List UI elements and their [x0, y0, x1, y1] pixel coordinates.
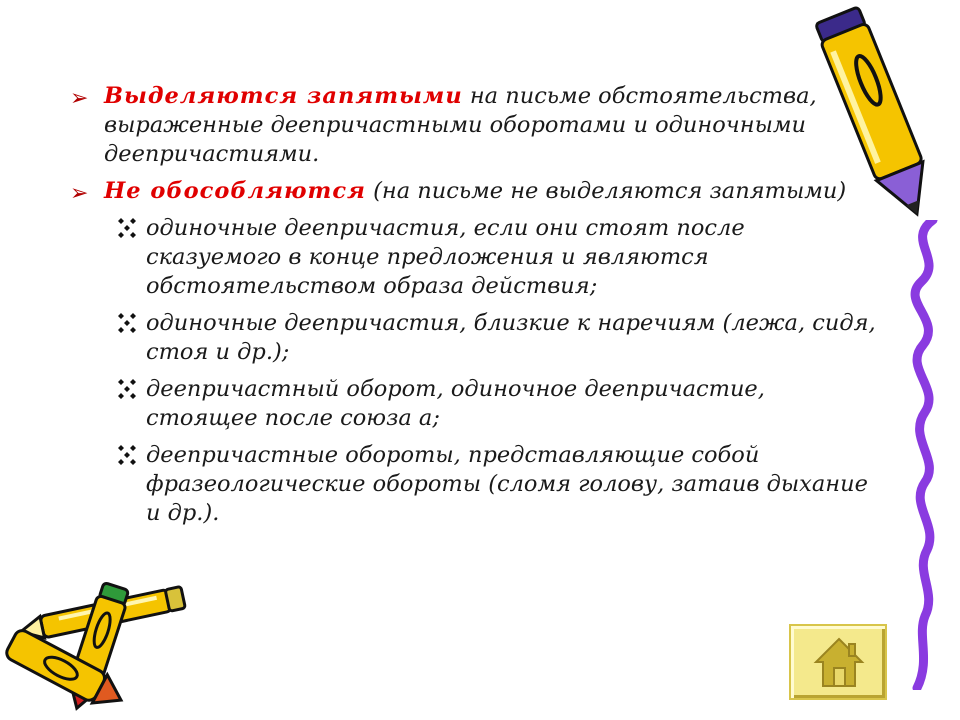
arrow-bullet-icon: ➢: [70, 86, 89, 111]
bullet-item-2: [70, 177, 880, 206]
bullet-item-1: [70, 82, 880, 169]
diamond-bullet-icon: [116, 217, 138, 239]
diamond-bullet-icon: [116, 312, 138, 334]
sub-item-text: деепричастный оборот, одиночное деепричастие, стоящее после союза а;: [146, 376, 765, 431]
sub-item-4: [70, 441, 880, 528]
diamond-bullet-icon: [116, 444, 138, 466]
pencils-icon: [0, 580, 200, 715]
decorative-squiggle: [895, 220, 955, 690]
highlight-text: Выделяются запятыми: [104, 83, 463, 109]
sub-item-3: [70, 375, 880, 433]
slide-content: [70, 82, 880, 536]
item-text: на письме обстоятельства, выраженные деепричастными оборотами и одиночными деепричастиями.: [104, 83, 817, 167]
diamond-bullet-icon: [116, 378, 138, 400]
arrow-bullet-icon: ➢: [70, 181, 89, 206]
item-text: (на письме не выделяются запятыми): [365, 178, 847, 204]
home-icon: [813, 636, 865, 690]
sub-item-1: [70, 214, 880, 301]
sub-item-text: деепричастные обороты, представляющие собой фразеологические обороты (сломя голову, затаив дыхание и др.).: [146, 442, 868, 526]
home-button[interactable]: [789, 624, 887, 700]
highlight-text: Не обособляются: [104, 178, 366, 204]
sub-item-text: одиночные деепричастия, если они стоят после сказуемого в конце предложения и являются обстоятельством образа действия;: [146, 215, 745, 299]
sub-item-2: [70, 309, 880, 367]
sub-item-text: одиночные деепричастия, близкие к наречиям (лежа, сидя, стоя и др.);: [146, 310, 876, 365]
